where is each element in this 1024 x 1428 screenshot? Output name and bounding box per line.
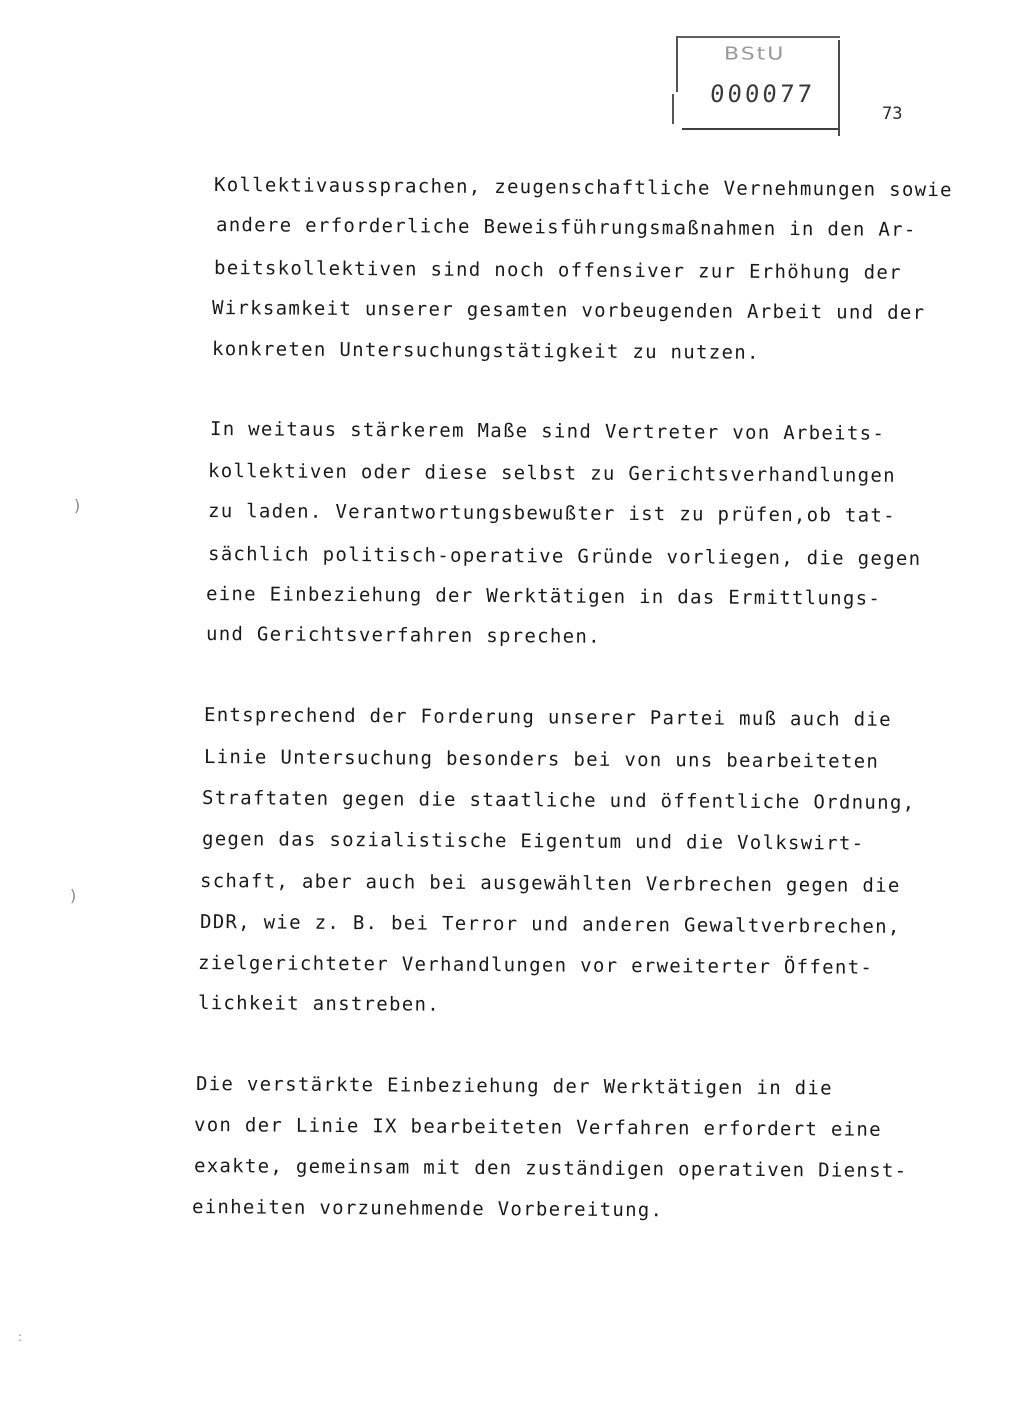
text-line: einheiten vorzunehmende Vorbereitung. xyxy=(191,1196,664,1222)
text-line: zielgerichteter Verhandlungen vor erweiterter Öffent- xyxy=(197,952,874,979)
text-line: konkreten Untersuchungstätigkeit zu nutzen. xyxy=(211,338,760,364)
text-line: schaft, aber auch bei ausgewählten Verbrechen gegen die xyxy=(199,870,901,897)
text-line: gegen das sozialistische Eigentum und die Volkswirt- xyxy=(201,828,865,855)
text-line: beitskollektiven sind noch offensiver zur Erhöhung der xyxy=(213,257,902,284)
scan-mark: ) xyxy=(70,886,77,905)
text-line: Die verstärkte Einbeziehung der Werktätigen in die xyxy=(195,1073,834,1100)
text-line: DDR, wie z. B. bei Terror und anderen Gewaltverbrechen, xyxy=(199,911,901,938)
page-number: 73 xyxy=(882,104,903,124)
scan-mark: : xyxy=(18,1330,23,1344)
text-line: zu laden. Verantwortungsbewußter ist zu prüfen,ob tat- xyxy=(207,500,896,527)
text-line: exakte, gemeinsam mit den zuständigen operativen Dienst- xyxy=(193,1155,908,1182)
text-line: und Gerichtsverfahren sprechen. xyxy=(205,623,601,648)
text-line: andere erforderliche Beweisführungsmaßnahmen in den Ar- xyxy=(215,214,917,241)
stamp-title: BStU xyxy=(724,44,786,65)
text-line: Entsprechend der Forderung unserer Partei muß auch die xyxy=(203,704,892,731)
text-line: eine Einbeziehung der Werktätigen in das Ermittlungs- xyxy=(205,583,882,610)
text-line: Wirksamkeit unserer gesamten vorbeugenden Arbeit und der xyxy=(211,297,926,324)
stamp-number: 000077 xyxy=(709,80,816,108)
text-line: In weitaus stärkerem Maße sind Vertreter von Arbeits- xyxy=(209,418,886,445)
text-line: lichkeit anstreben. xyxy=(197,992,441,1016)
text-line: Kollektivaussprachen, zeugenschaftliche Vernehmungen sowie xyxy=(213,174,953,202)
text-line: Linie Untersuchung besonders bei von uns bearbeiteten xyxy=(203,746,880,773)
text-line: sächlich politisch-operative Gründe vorliegen, die gegen xyxy=(207,543,922,570)
text-line: Straftaten gegen die staatliche und öffentliche Ordnung, xyxy=(201,787,916,814)
text-line: von der Linie IX bearbeiteten Verfahren erfordert eine xyxy=(193,1114,882,1141)
text-line: kollektiven oder diese selbst zu Gerichtsverhandlungen xyxy=(207,460,896,487)
scan-mark: ) xyxy=(74,496,81,515)
